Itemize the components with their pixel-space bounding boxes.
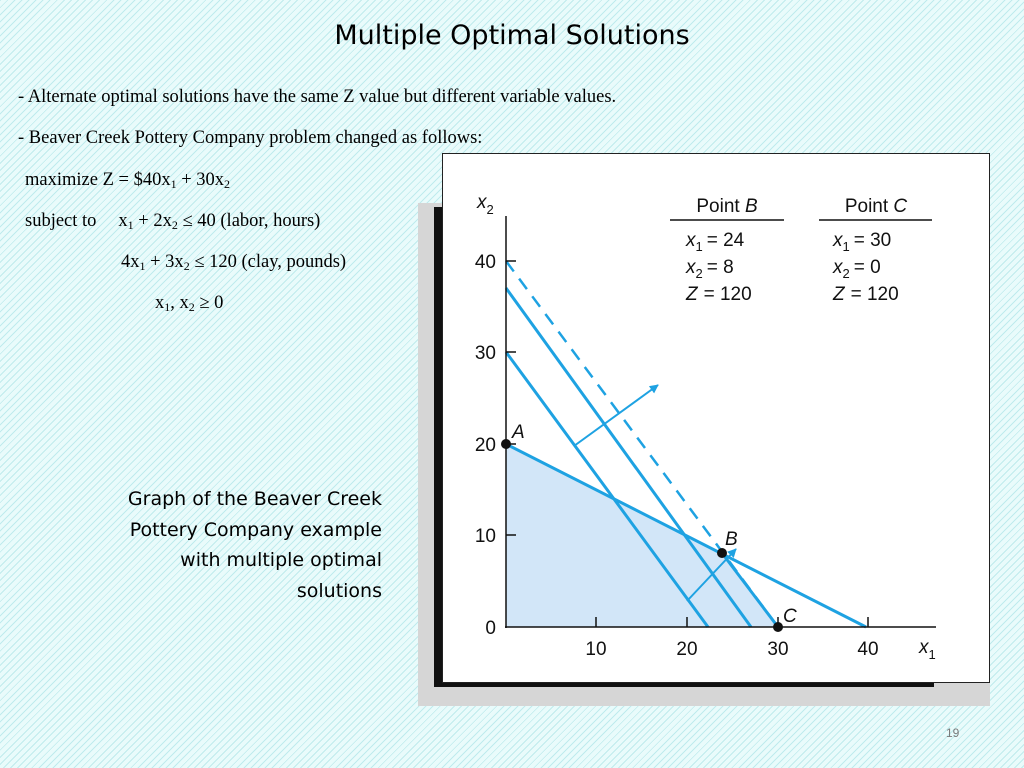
labor-rhs: ≤ 40 (labor, hours) bbox=[177, 211, 321, 231]
labor-sub-2: 2 bbox=[171, 218, 178, 232]
point-c-z: Z = 120 bbox=[833, 284, 899, 305]
clay-constraint bbox=[121, 252, 346, 274]
clay-term-2: + 3x bbox=[145, 252, 184, 272]
x-axis-label: $x_1$ bbox=[919, 637, 936, 662]
y-tick-label: 20 bbox=[474, 435, 496, 456]
bullet-alternate-optima: - Alternate optimal solutions have the same Z value but different variable values. bbox=[18, 87, 617, 107]
nonnegativity-constraint bbox=[155, 293, 223, 315]
y-tick-label: 40 bbox=[474, 252, 496, 273]
nonneg-term-2: , x bbox=[170, 293, 189, 313]
clay-rhs: ≤ 120 (clay, pounds) bbox=[189, 252, 347, 272]
labor-term-2: + 2x bbox=[133, 211, 172, 231]
lp-graph bbox=[442, 153, 990, 683]
x-tick-label: 10 bbox=[585, 639, 607, 660]
labor-constraint bbox=[25, 211, 320, 233]
point-c-header: Point C bbox=[844, 196, 908, 217]
objective-function bbox=[25, 170, 230, 192]
point-b-label: B bbox=[725, 529, 738, 550]
clay-sub-1: 1 bbox=[139, 259, 146, 273]
y-tick-label: 10 bbox=[474, 526, 496, 547]
objective-label: maximize Z = bbox=[25, 170, 134, 190]
point-a-marker bbox=[501, 439, 511, 449]
x-tick-label: 20 bbox=[676, 639, 698, 660]
point-c-x1: $x_1 = 30$ bbox=[833, 230, 892, 254]
labor-sub-1: 1 bbox=[127, 218, 134, 232]
lp-graph-svg bbox=[443, 154, 989, 682]
point-c-x2: $x_2 = 0$ bbox=[833, 257, 881, 281]
bullet-problem-changed: - Beaver Creek Pottery Company problem changed as follows: bbox=[18, 128, 483, 148]
nonneg-sub-1: 1 bbox=[164, 300, 171, 314]
nonneg-term-1: x bbox=[155, 293, 165, 313]
point-c-table bbox=[819, 196, 932, 305]
y-axis-label: $x_2$ bbox=[477, 192, 494, 217]
clay-sub-2: 2 bbox=[183, 259, 190, 273]
clay-term-1: 4x bbox=[121, 252, 140, 272]
subject-to-label: subject to bbox=[25, 211, 97, 231]
objective-sub-2: 2 bbox=[224, 177, 230, 191]
point-b-z: Z = 120 bbox=[686, 284, 752, 305]
y-tick-label: 30 bbox=[474, 343, 496, 364]
improvement-arrow-upper bbox=[574, 385, 658, 446]
point-a-label: A bbox=[512, 422, 525, 443]
page-number: 19 bbox=[946, 726, 960, 740]
point-c-marker bbox=[773, 622, 783, 632]
nonneg-sub-2: 2 bbox=[188, 300, 195, 314]
nonneg-rhs: ≥ 0 bbox=[194, 293, 224, 313]
point-b-header: Point B bbox=[696, 196, 758, 217]
point-b-x1: $x_1 = 24$ bbox=[686, 230, 745, 254]
objective-term-1: $40x bbox=[133, 170, 171, 190]
point-c-label: C bbox=[783, 606, 797, 627]
x-tick-label: 30 bbox=[767, 639, 789, 660]
objective-term-2: + 30x bbox=[176, 170, 224, 190]
labor-term-1: x bbox=[118, 211, 128, 231]
point-b-x2: $x_2 = 8$ bbox=[686, 257, 734, 281]
y-tick-label: 0 bbox=[485, 618, 496, 639]
graph-caption: Graph of the Beaver Creek Pottery Company example with multiple optimal solutions bbox=[127, 488, 382, 602]
objective-sub-1: 1 bbox=[170, 177, 177, 191]
slide-title: Multiple Optimal Solutions bbox=[334, 20, 690, 51]
point-b-table bbox=[670, 196, 784, 305]
x-tick-label: 40 bbox=[857, 639, 879, 660]
